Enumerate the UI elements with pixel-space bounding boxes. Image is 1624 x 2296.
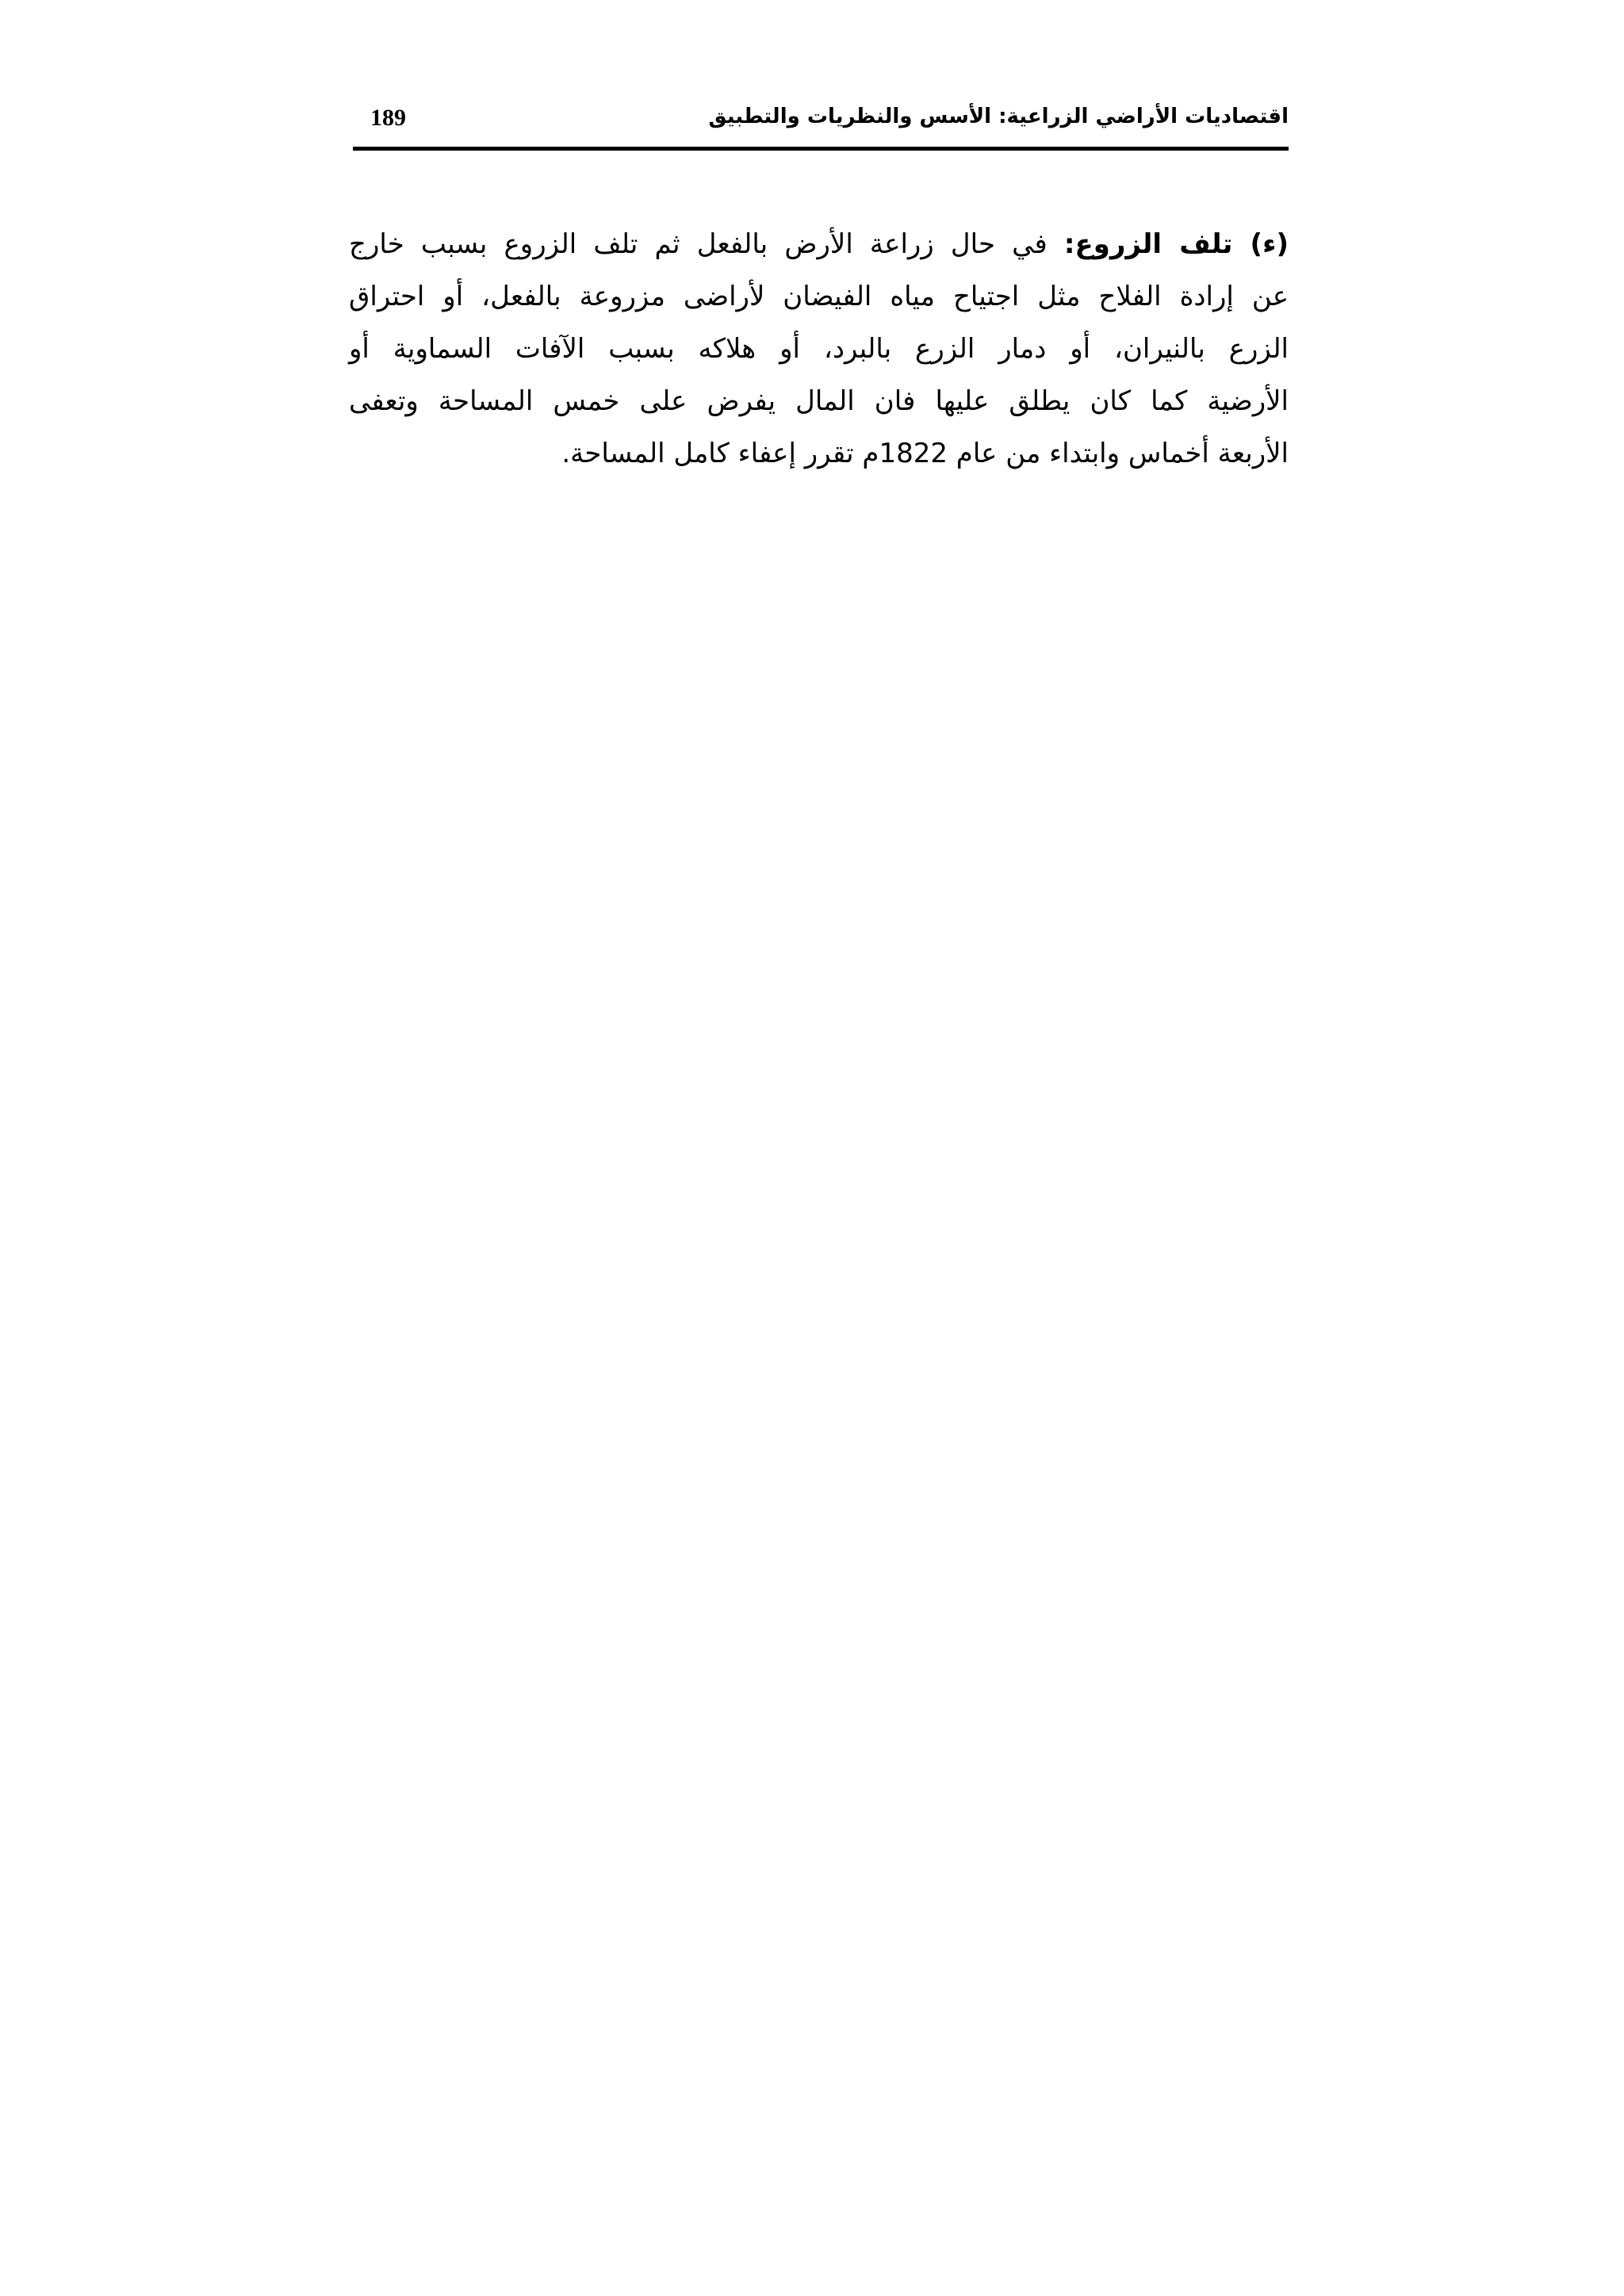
paragraph-line-5: الأربعة أخماس وابتداء من عام 1822م تقرر إعفاء كامل المساحة. (561, 438, 1289, 469)
paragraph-line-3: الزرع بالنيران، أو دمار الزرع بالبرد، أو هلاكه بسبب الآفات السماوية أو (349, 333, 1289, 365)
paragraph-line-1-text: في حال زراعة الأرض بالفعل ثم تلف الزروع بسبب خارج (349, 228, 1048, 260)
section-label: (ء) تلف الزروع: (1063, 228, 1289, 260)
paragraph-line-2: عن إرادة الفلاح مثل اجتياح مياه الفيضان لأراضى مزروعة بالفعل، أو احتراق (349, 281, 1289, 312)
header-divider (353, 147, 1289, 151)
running-title: اقتصاديات الأراضي الزراعية: الأسس والنظريات والتطبيق (708, 105, 1289, 128)
body-paragraph (349, 218, 1289, 480)
page-number: 189 (370, 105, 406, 131)
paragraph-line-1 (349, 218, 1289, 270)
page-header (353, 101, 1289, 151)
paragraph-line-4: الأرضية كما كان يطلق عليها فان المال يفرض على خمس المساحة وتعفى (349, 385, 1289, 417)
